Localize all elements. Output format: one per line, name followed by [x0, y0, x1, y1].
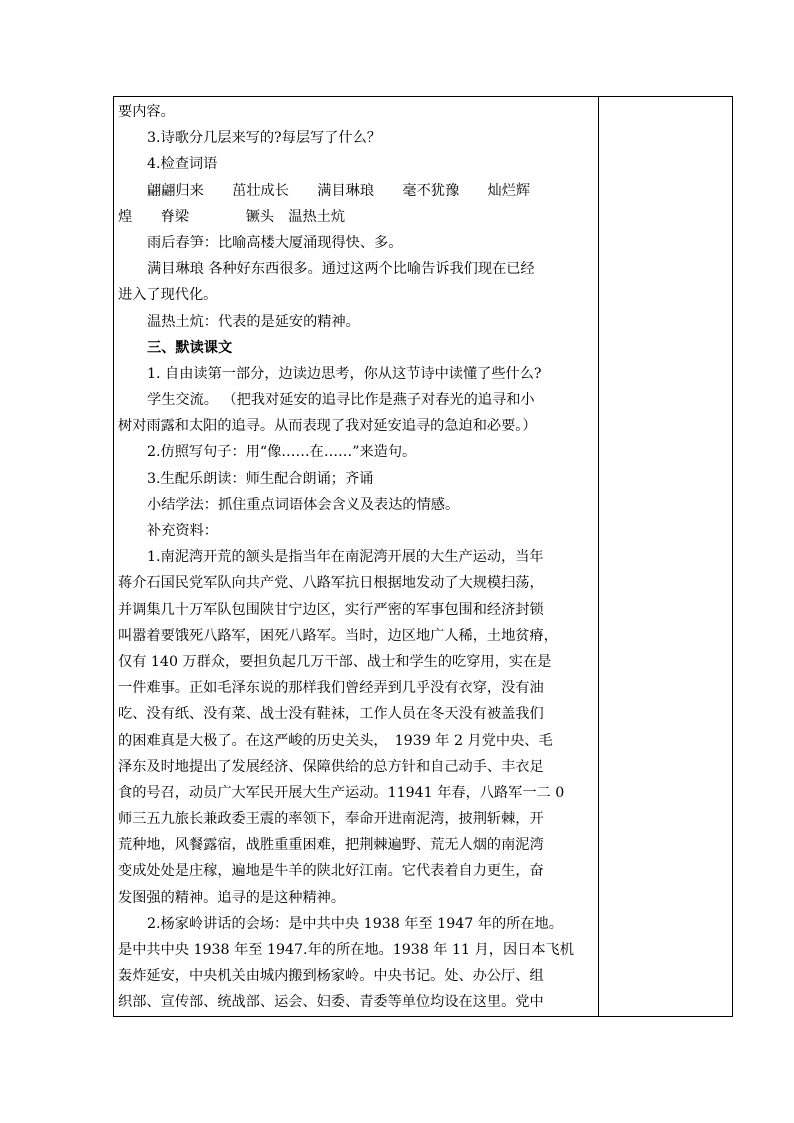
text-line: 2.仿照写句子：用“像……在……”来造句。 [147, 444, 417, 461]
text-line: 吃、没有纸、没有菜、战士没有鞋袜，工作人员在冬天没有被盖我们 [118, 706, 544, 723]
text-line: 泽东及时地提出了发展经济、保障供给的总方针和自己动手、丰衣足 [118, 758, 544, 775]
text-line: 师三五九旅长兼政委王震的率领下，奉命开进南泥湾，披荆斩棘，开 [118, 811, 544, 828]
text-line: 3.诗歌分几层来写的?每层写了什么？ [147, 130, 381, 147]
lesson-content-cell [118, 99, 596, 1016]
text-line: 蒋介石国民党军队向共产党、八路军抗日根据地发动了大规模扫荡， [118, 575, 544, 592]
text-line: 并调集几十万军队包围陕甘宁边区，实行严密的军事包围和经济封锁 [118, 601, 544, 618]
text-line: 温热土炕：代表的是延安的精神。 [147, 313, 360, 330]
text-line: 满目琳琅 各种好东西很多。通过这两个比喻告诉我们现在已经 [147, 261, 535, 278]
text-line: 2.杨家岭讲话的会场：是中共中央 1938 年至 1947 年的所在地。 [147, 915, 563, 932]
text-line: 补充资料： [147, 523, 218, 539]
text-line: 树对雨露和太阳的追寻。从而表现了我对延安追寻的急迫和必要。） [118, 418, 537, 435]
text-line: 变成处处是庄稼，遍地是牛羊的陕北好江南。它代表着自力更生，奋 [118, 863, 544, 880]
text-line: 学生交流。 （把我对延安的追寻比作是燕子对春光的追寻和小 [147, 392, 535, 409]
text-line: 发图强的精神。追寻的是这种精神。 [118, 889, 346, 906]
section-heading: 三、默读课文 [147, 339, 233, 356]
text-line: 1.南泥湾开荒的颔头是指当年在南泥湾开展的大生产运动，当年 [147, 549, 544, 566]
text-line: 小结学法：抓住重点词语体会含义及表达的情感。 [147, 496, 460, 513]
notes-cell [600, 97, 732, 1016]
text-line: 雨后春笋：比喻高楼大厦涌现得快、多。 [147, 234, 403, 251]
text-line: 要内容。 [118, 104, 175, 120]
text-line: 进入了现代化。 [118, 287, 218, 304]
column-divider [598, 97, 599, 1016]
lesson-table [113, 96, 733, 1017]
text-line: 仅有 140 万群众，要担负起几万干部、战士和学生的吃穿用，实在是 [118, 653, 552, 670]
text-line: 荒种地，风餐露宿，战胜重重困难，把荆棘遍野、荒无人烟的南泥湾 [118, 837, 544, 854]
vocabulary-line: 翩翩归来 茁壮成长 满目琳琅 毫不犹豫 灿烂辉 [147, 182, 531, 199]
text-line: 织部、宣传部、统战部、运会、妇委、青委等单位均设在这里。党中 [118, 994, 544, 1011]
text-line: 的困难真是大极了。在这严峻的历史关头， 1939 年 2 月党中央、毛 [118, 732, 553, 749]
text-line: 叫嚣着要饿死八路军，困死八路军。当时，边区地广人稀，土地贫瘠， [118, 627, 558, 644]
text-line: 食的号召，动员广大军民开展大生产运动。11941 年春，八路军一二 0 [118, 784, 565, 801]
text-line: 4.检查词语 [147, 156, 218, 173]
text-line: 1. 自由读第一部分，边读边思考，你从这节诗中读懂了些什么? [147, 365, 542, 382]
text-line: 是中共中央 1938 年至 1947.年的所在地。1938 年 11 月，因日本飞机 [118, 942, 574, 958]
text-line: 轰炸延安，中央机关由城内搬到杨家岭。中央书记。处、办公厅、组 [118, 968, 544, 985]
text-line: 3.生配乐朗读：师生配合朗诵；齐诵 [147, 470, 374, 487]
vocabulary-line: 煌 脊梁 镢头 温热土炕 [118, 208, 346, 225]
text-line: 一件难事。正如毛泽东说的那样我们曾经弄到几乎没有衣穿，没有油 [118, 680, 544, 697]
